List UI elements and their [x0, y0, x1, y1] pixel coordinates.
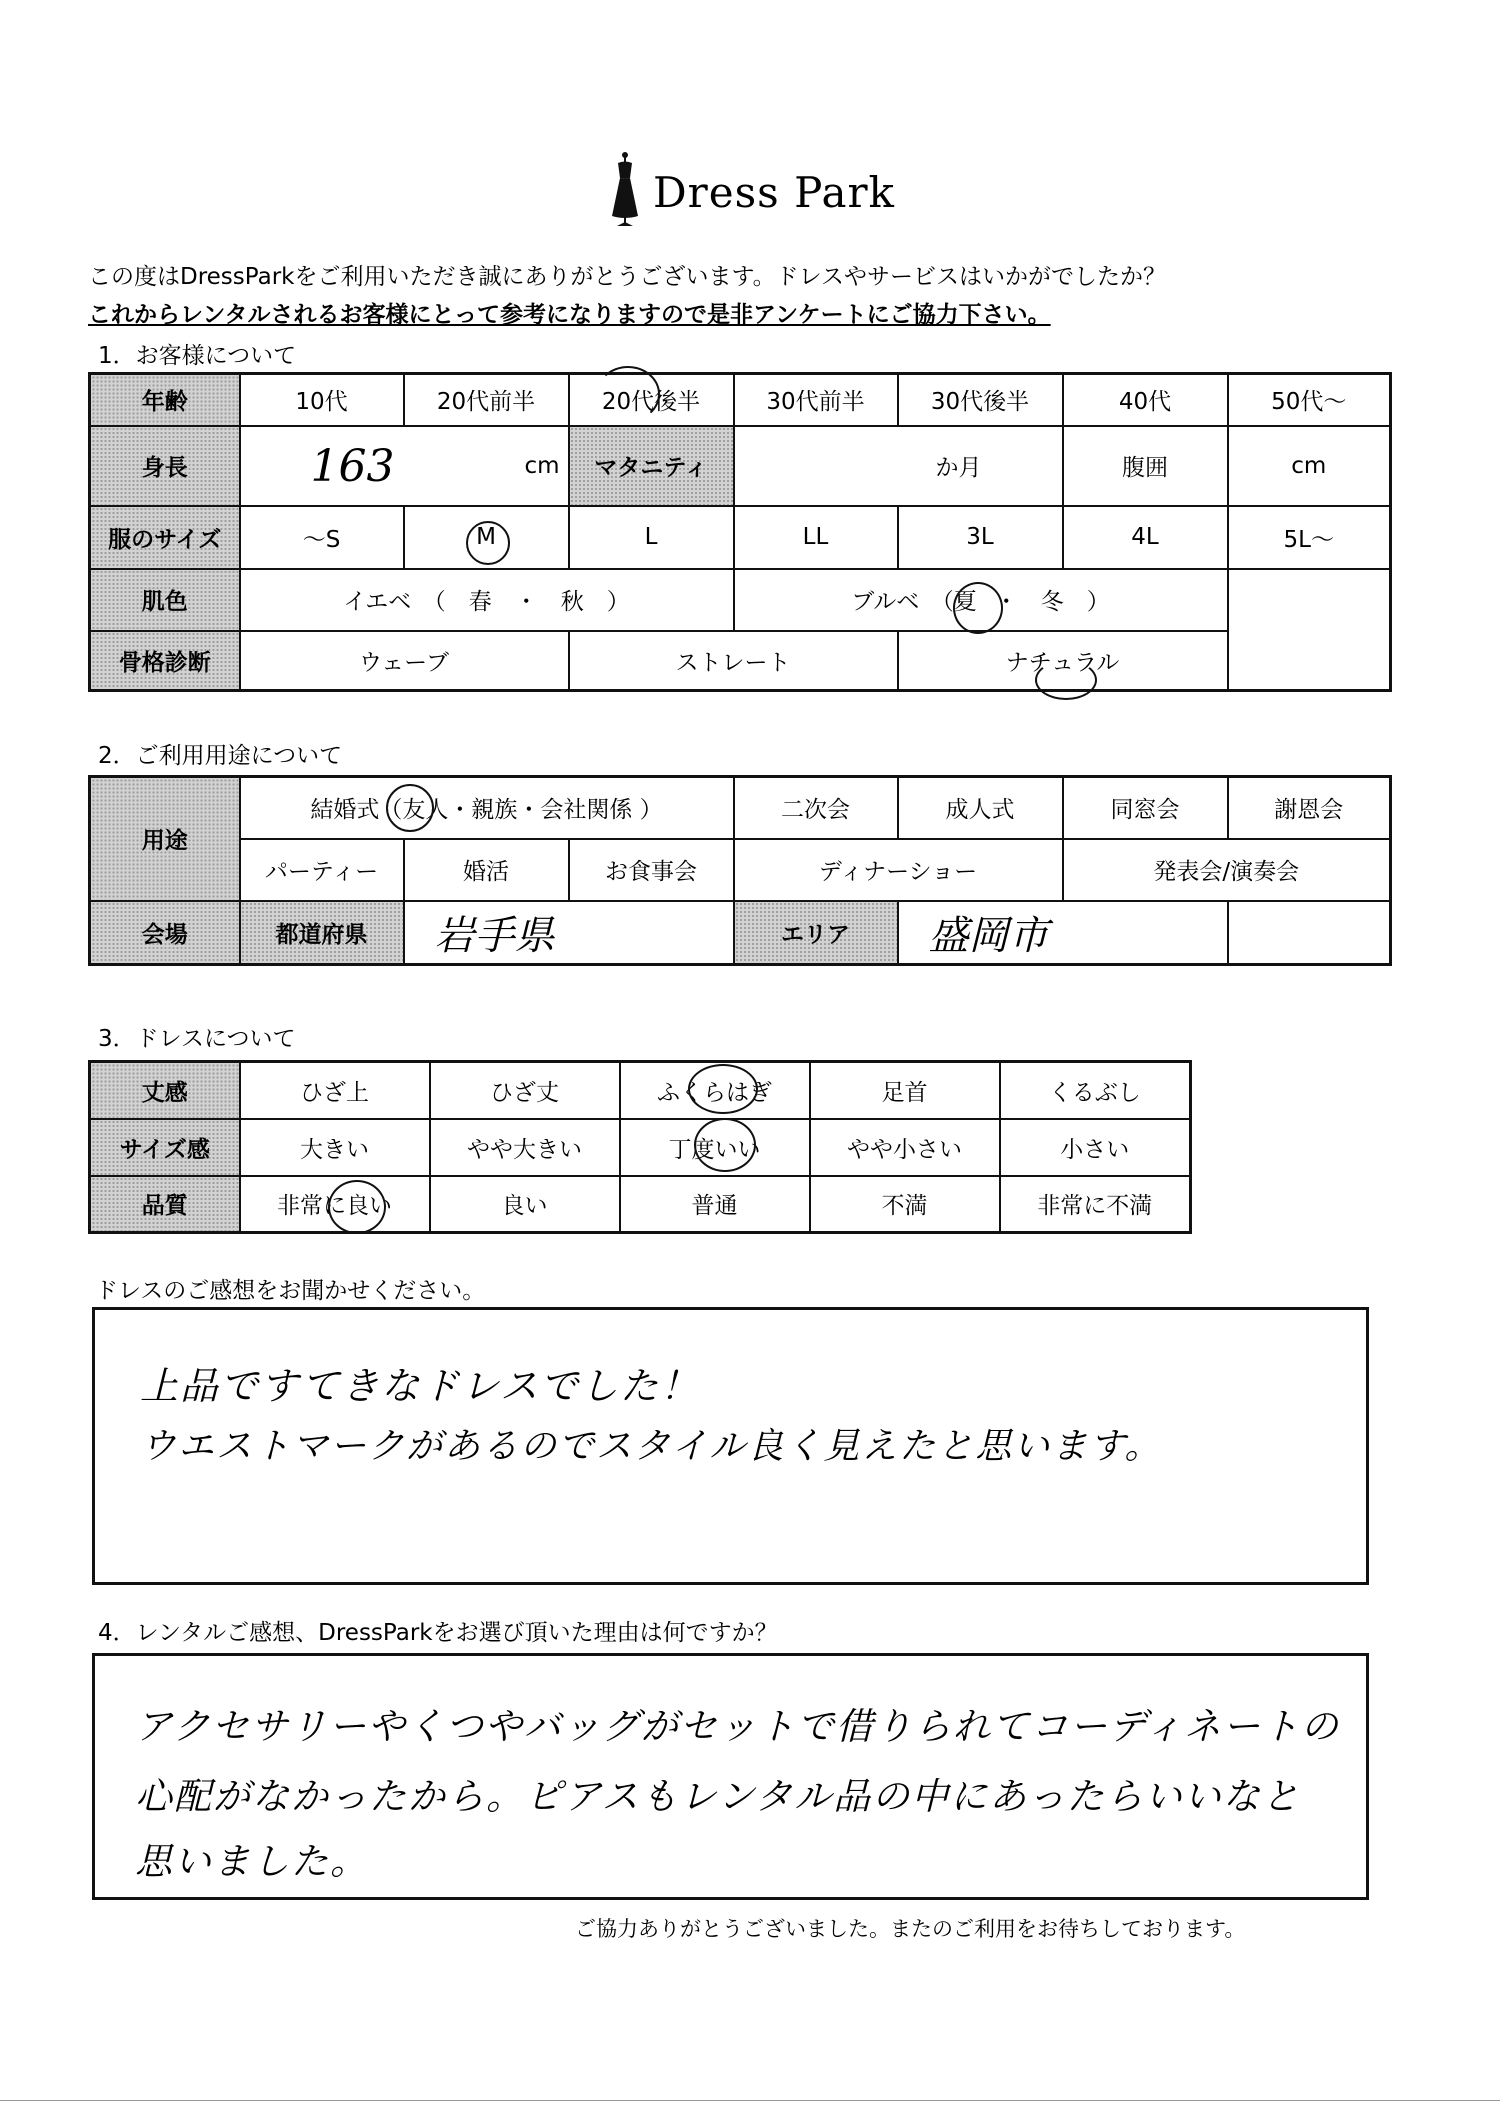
- venue-label: 会場: [90, 901, 240, 965]
- dress-comment-line-1: 上品ですてきなドレスでした！: [140, 1364, 701, 1408]
- rental-comment-line-1: アクセサリーやくつやバッグがセットで借りられてコーディネートの: [135, 1705, 1340, 1748]
- logo-text: Dress Park: [653, 168, 896, 217]
- quality-option[interactable]: 良い: [430, 1176, 620, 1233]
- page-edge-line: [0, 2100, 1500, 2101]
- fit-option-selected[interactable]: 丁度いい: [620, 1119, 810, 1176]
- usage-option[interactable]: 発表会/演奏会: [1063, 839, 1391, 901]
- dress-comment-box[interactable]: [92, 1307, 1369, 1585]
- size-option[interactable]: 3L: [898, 506, 1063, 569]
- usage-option[interactable]: 婚活: [404, 839, 569, 901]
- area-field[interactable]: [898, 901, 1228, 965]
- customer-table: [88, 372, 1392, 692]
- fit-option[interactable]: 大きい: [240, 1119, 430, 1176]
- section-2-title: 2．ご利用用途について: [98, 743, 343, 769]
- rental-comment-box[interactable]: [92, 1653, 1369, 1900]
- size-option-selected[interactable]: M: [404, 506, 569, 569]
- quality-option[interactable]: 非常に不満: [1000, 1176, 1191, 1233]
- prefecture-field[interactable]: [404, 901, 734, 965]
- footer-thanks: ご協力ありがとうございました。またのご利用をお待ちしております。: [575, 1917, 1246, 1941]
- waist-label: 腹囲: [1063, 426, 1228, 506]
- skin-blue-rest: ・ 冬 ）: [994, 589, 1110, 615]
- empty-cell: [1228, 569, 1391, 631]
- fit-option[interactable]: やや大きい: [430, 1119, 620, 1176]
- length-option[interactable]: くるぶし: [1000, 1062, 1191, 1119]
- height-value: 163: [310, 440, 395, 492]
- quality-option-selected[interactable]: 非常に良い: [240, 1176, 430, 1233]
- skin-label: 肌色: [90, 569, 240, 631]
- frame-option-selected[interactable]: ナチュラル: [898, 631, 1228, 691]
- height-label: 身長: [90, 426, 240, 506]
- age-option[interactable]: 20代前半: [404, 374, 569, 426]
- dress-table: [88, 1060, 1192, 1234]
- fit-option[interactable]: 小さい: [1000, 1119, 1191, 1176]
- section-4-title: 4．レンタルご感想、DressParkをお選び頂いた理由は何ですか？: [98, 1620, 778, 1646]
- empty-cell: [1228, 631, 1391, 691]
- quality-label: 品質: [90, 1176, 240, 1233]
- size-option[interactable]: LL: [734, 506, 898, 569]
- intro-line-2: これからレンタルされるお客様にとって参考になりますので是非アンケートにご協力下さい。: [88, 302, 1051, 328]
- usage-label: 用途: [90, 777, 240, 901]
- length-option-selected[interactable]: ふくらはぎ: [620, 1062, 810, 1119]
- age-option[interactable]: 50代～: [1228, 374, 1391, 426]
- prefecture-label: 都道府県: [240, 901, 404, 965]
- age-option-selected[interactable]: 20代後半: [569, 374, 734, 426]
- skin-blue-summer: 夏: [953, 589, 977, 615]
- wedding-friend: 友人: [402, 797, 449, 824]
- age-option[interactable]: 40代: [1063, 374, 1228, 426]
- usage-option[interactable]: パーティー: [240, 839, 404, 901]
- rental-comment-line-2: 心配がなかったから。ピアスもレンタル品の中にあったらいいなと: [135, 1775, 1301, 1818]
- intro-line-1: この度はDressParkをご利用いただき誠にありがとうございます。ドレスやサービスはいかがでしたか？: [88, 264, 1166, 290]
- usage-option[interactable]: お食事会: [569, 839, 734, 901]
- fit-label: サイズ感: [90, 1119, 240, 1176]
- usage-wedding[interactable]: [240, 777, 734, 839]
- length-label: 丈感: [90, 1062, 240, 1119]
- usage-table: [88, 775, 1392, 966]
- usage-option[interactable]: 二次会: [734, 777, 898, 839]
- rental-comment-line-3: 思いました。: [135, 1840, 369, 1883]
- size-option[interactable]: 4L: [1063, 506, 1228, 569]
- empty-cell: [1228, 901, 1391, 965]
- length-option[interactable]: 足首: [810, 1062, 1000, 1119]
- waist-unit[interactable]: cm: [1228, 426, 1391, 506]
- usage-option[interactable]: 謝恩会: [1228, 777, 1391, 839]
- frame-option[interactable]: ストレート: [569, 631, 898, 691]
- skin-blue-prefix: ブルベ （: [851, 589, 954, 615]
- area-value: 盛岡市: [928, 912, 1049, 959]
- usage-option[interactable]: 同窓会: [1063, 777, 1228, 839]
- size-label: 服のサイズ: [90, 506, 240, 569]
- dresspark-logo: [595, 150, 895, 240]
- usage-option[interactable]: ディナーショー: [734, 839, 1063, 901]
- age-option[interactable]: 30代後半: [898, 374, 1063, 426]
- age-label: 年齢: [90, 374, 240, 426]
- length-option[interactable]: ひざ上: [240, 1062, 430, 1119]
- dress-comment-prompt: ドレスのご感想をお聞かせください。: [95, 1278, 486, 1304]
- area-label: エリア: [734, 901, 898, 965]
- skin-blue[interactable]: [734, 569, 1228, 631]
- height-field[interactable]: [240, 426, 569, 506]
- wedding-prefix: 結婚式（: [310, 797, 403, 824]
- dress-icon: [605, 150, 645, 230]
- quality-option[interactable]: 不満: [810, 1176, 1000, 1233]
- section-1-title: 1．お客様について: [98, 343, 297, 369]
- fit-option[interactable]: やや小さい: [810, 1119, 1000, 1176]
- size-option[interactable]: 5L～: [1228, 506, 1391, 569]
- size-option[interactable]: ～S: [240, 506, 404, 569]
- age-option[interactable]: 30代前半: [734, 374, 898, 426]
- quality-option[interactable]: 普通: [620, 1176, 810, 1233]
- wedding-rest: ・親族・会社関係 ）: [448, 797, 663, 824]
- dress-comment-line-2: ウエストマークがあるのでスタイル良く見えたと思います。: [140, 1426, 1163, 1467]
- length-option[interactable]: ひざ丈: [430, 1062, 620, 1119]
- prefecture-value: 岩手県: [434, 912, 555, 959]
- maternity-months[interactable]: か月: [734, 426, 1063, 506]
- section-3-title: 3．ドレスについて: [98, 1026, 296, 1052]
- age-option[interactable]: 10代: [240, 374, 404, 426]
- frame-label: 骨格診断: [90, 631, 240, 691]
- height-unit: cm: [524, 452, 560, 479]
- size-option[interactable]: L: [569, 506, 734, 569]
- maternity-label: マタニティ: [569, 426, 734, 506]
- skin-yellow[interactable]: イエベ （ 春 ・ 秋 ）: [240, 569, 734, 631]
- usage-option[interactable]: 成人式: [898, 777, 1063, 839]
- frame-option[interactable]: ウェーブ: [240, 631, 569, 691]
